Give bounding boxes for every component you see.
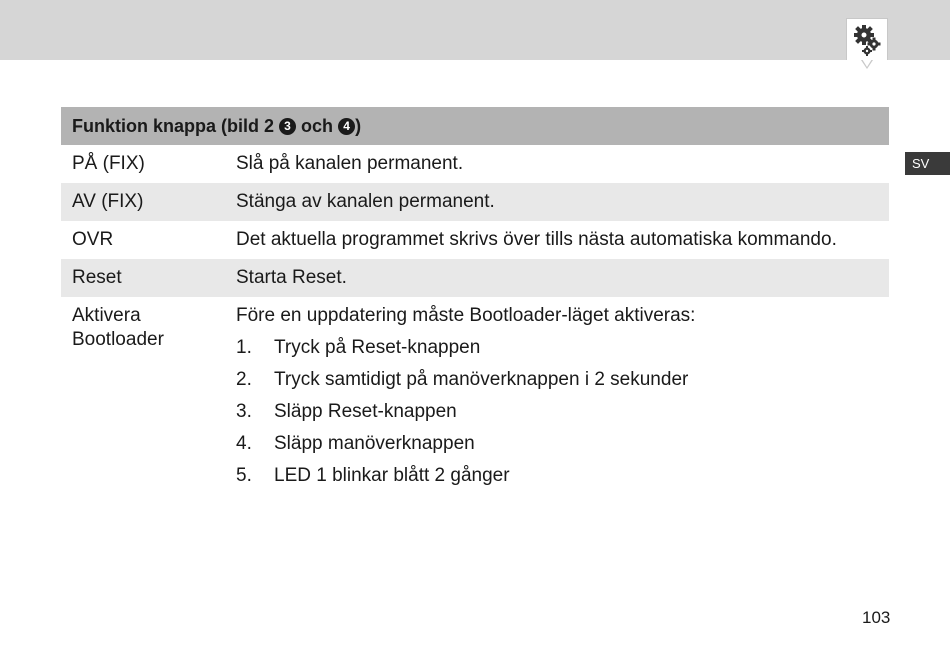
- table-header: [61, 107, 889, 145]
- page-number: 103: [862, 608, 891, 627]
- list-item: 3. Släpp Reset-knappen: [236, 401, 457, 422]
- function-table: [61, 107, 889, 492]
- steps-list: [236, 332, 889, 492]
- gears-icon: [853, 24, 883, 56]
- table-title: Funktion knappa (bild 2 3 och 4 ): [72, 116, 362, 136]
- top-band: [0, 0, 950, 60]
- row-value: Slå på kanalen permanent.: [236, 153, 464, 174]
- row-value: Det aktuella programmet skrivs över tills nästa automatiska kommando.: [236, 229, 837, 250]
- table-row-bootloader: [61, 297, 889, 492]
- row-value: [236, 304, 889, 492]
- ref-badge-4: 4: [338, 118, 355, 135]
- row-value: Starta Reset.: [236, 267, 347, 288]
- table-row: [61, 221, 889, 259]
- ref-badge-3: 3: [279, 118, 296, 135]
- table-row: [61, 259, 889, 297]
- bootloader-intro: Före en uppdatering måste Bootloader-läget aktiveras:: [236, 305, 696, 326]
- list-item: 5. LED 1 blinkar blått 2 gånger: [236, 465, 510, 486]
- row-key: Aktivera Bootloader: [72, 305, 164, 350]
- list-item: 2. Tryck samtidigt på manöverknappen i 2 sekunder: [236, 369, 689, 390]
- list-item: 1. Tryck på Reset-knappen: [236, 337, 481, 358]
- table-row: [61, 145, 889, 183]
- list-item: 4. Släpp manöverknappen: [236, 433, 475, 454]
- settings-tab: [846, 18, 888, 60]
- row-value: Stänga av kanalen permanent.: [236, 191, 495, 212]
- row-key: PÅ (FIX): [72, 153, 145, 174]
- language-tab: SV: [905, 152, 950, 175]
- row-key: AV (FIX): [72, 191, 144, 212]
- row-key: OVR: [72, 229, 114, 250]
- row-key: Reset: [72, 267, 122, 288]
- table-row: [61, 183, 889, 221]
- tab-notch: [861, 60, 873, 69]
